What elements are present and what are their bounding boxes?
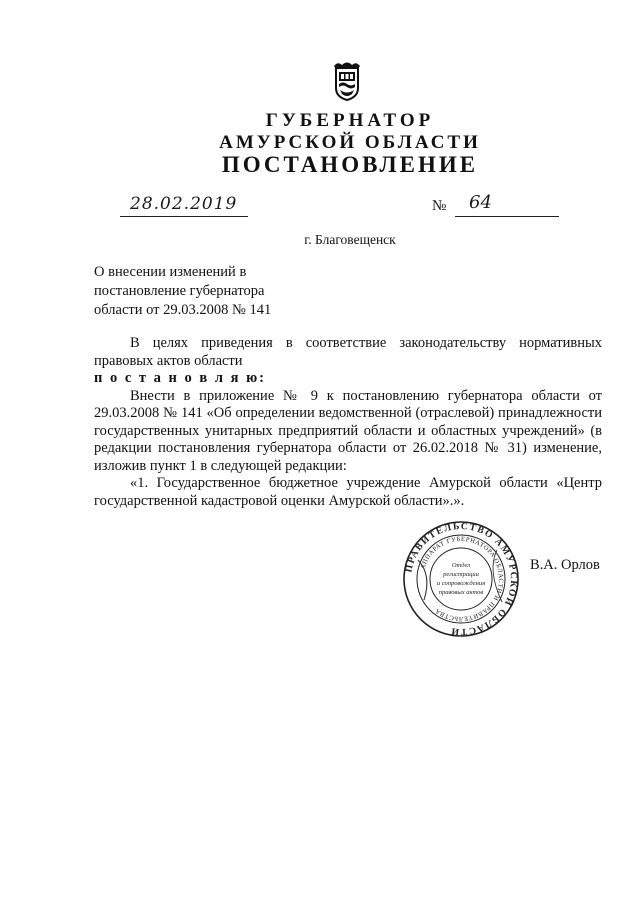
decree-subject xyxy=(94,263,314,320)
official-stamp xyxy=(402,520,520,638)
ruling-word: п о с т а н о в л я ю: xyxy=(94,370,266,386)
stamp-center-line: правовых актов xyxy=(438,589,484,596)
signatory-name: В.А. Орлов xyxy=(530,557,600,573)
handwritten-number: 64 xyxy=(469,192,492,213)
date-field xyxy=(120,196,248,217)
paragraph-new-item: «1. Государственное бюджетное учреждение Амурской области «Центр государственной кадастровой оценки Амурской области».». xyxy=(94,475,602,509)
city-name: г. Благовещенск xyxy=(304,232,396,247)
stamp-center-line: и сопровождения xyxy=(436,580,486,587)
handwritten-date: 28.02.2019 xyxy=(130,194,238,214)
number-field xyxy=(455,192,559,217)
subject-line: постановление губернатора xyxy=(94,283,265,299)
header-region: АМУРСКОЙ ОБЛАСТИ xyxy=(219,132,481,153)
number-label: № xyxy=(432,198,447,214)
stamp-center-line: регистрации xyxy=(443,571,479,578)
paragraph-amendment: Внести в приложение № 9 к постановлению губернатора области от 29.03.2008 № 141 «Об определении ведомственной (отраслевой) принадлежности государственных унитарных предприятий области и областных учреждений» (в редакции постановления губернатора области от 26.02.2018 № 31) изменение, изложив пункт 1 в следующей редакции: xyxy=(94,387,602,474)
document-type-title: ПОСТАНОВЛЕНИЕ xyxy=(221,152,479,177)
stamp-inner-text: АППАРАТ ГУБЕРНАТОРА ОБЛАСТИ И ПРАВИТЕЛЬСТВА xyxy=(419,535,505,623)
stamp-center-line: Отдел xyxy=(451,562,471,569)
stamp-outer-text: ПРАВИТЕЛЬСТВО АМУРСКОЙ ОБЛАСТИ xyxy=(404,521,519,637)
header-governor: ГУБЕРНАТОР xyxy=(265,110,435,131)
svg-text:АППАРАТ ГУБЕРНАТОРА ОБЛАСТИ И xyxy=(419,536,504,622)
intro-paragraph: В целях приведения в соответствие законодательству нормативных правовых актов области xyxy=(94,335,602,369)
decree-body xyxy=(94,335,602,510)
coat-of-arms-icon xyxy=(330,60,364,102)
subject-line: области от 29.03.2008 № 141 xyxy=(94,302,272,318)
subject-line: О внесении изменений в xyxy=(94,264,247,280)
